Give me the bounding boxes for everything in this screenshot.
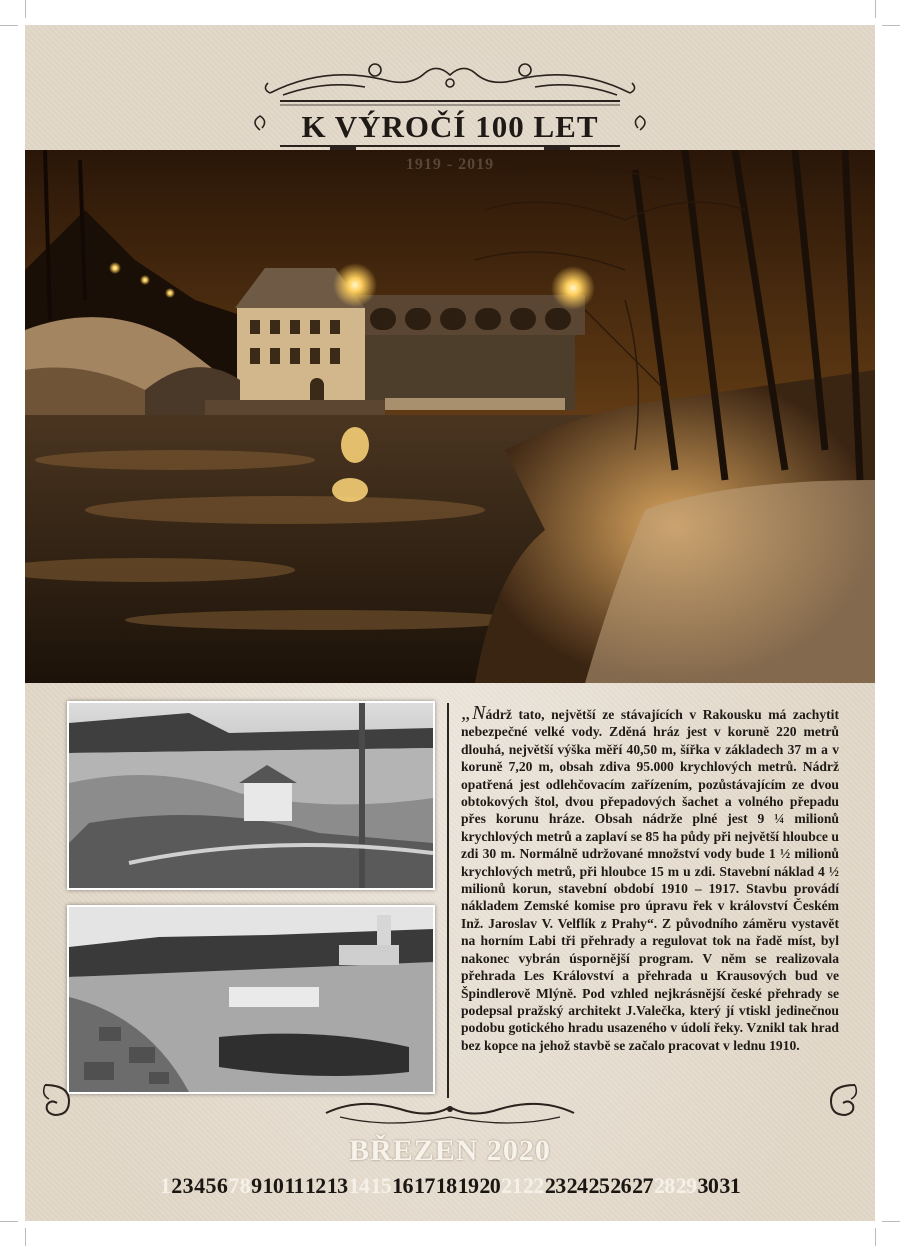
calendar-day: 23	[544, 1173, 566, 1198]
crop-mark	[875, 1228, 876, 1246]
calendar-day: 6	[216, 1173, 228, 1198]
crop-mark	[0, 25, 18, 26]
calendar-day-weekend: 29	[675, 1173, 697, 1198]
calendar-day-weekend: 15	[370, 1173, 392, 1198]
calendar-day: 5	[205, 1173, 216, 1198]
calendar-day: 27	[632, 1173, 653, 1198]
crop-mark	[0, 1221, 18, 1222]
calendar-day: 20	[479, 1173, 501, 1198]
calendar-day: 10	[262, 1173, 284, 1198]
historic-photo-construction	[67, 701, 435, 890]
calendar-day: 9	[251, 1173, 262, 1198]
calendar-day: 31	[719, 1173, 741, 1198]
text-initial: „N	[461, 702, 486, 724]
column-divider	[447, 703, 449, 1098]
crop-mark	[25, 0, 26, 18]
calendar-day: 16	[392, 1173, 413, 1198]
calendar-page	[25, 25, 875, 1221]
historic-photo-dam-site	[67, 905, 435, 1094]
history-text	[461, 702, 839, 1054]
corner-flourish-left	[39, 1079, 83, 1123]
calendar-day-weekend: 8	[239, 1173, 251, 1198]
calendar-day: 2	[171, 1173, 182, 1198]
calendar-day: 24	[566, 1173, 588, 1198]
crop-mark	[882, 1221, 900, 1222]
header	[25, 25, 875, 150]
corner-flourish-right	[817, 1079, 861, 1123]
calendar-day: 4	[194, 1173, 205, 1198]
page-title: K VÝROČÍ 100 LET	[301, 109, 599, 144]
calendar-day-weekend: 21	[501, 1173, 523, 1198]
calendar-day: 30	[697, 1173, 719, 1198]
anniversary-years: 1919 - 2019	[405, 156, 495, 173]
calendar-day: 25	[588, 1173, 610, 1198]
bottom-flourish	[320, 1095, 580, 1131]
calendar-day: 3	[182, 1173, 194, 1198]
calendar-day-weekend: 7	[228, 1173, 239, 1198]
calendar-day-weekend: 14	[348, 1173, 370, 1198]
calendar-day: 17	[413, 1173, 435, 1198]
crop-mark	[882, 25, 900, 26]
text-body: ádrž tato, největší ze stávajících v Rakousku má zachytit nebezpečné velké vody. Zděná hráz jest v koruně 220 metrů dlouhá, největší výška měří 40,50 m, šířka v základech 37 m a v koruně 7,20 m, obsah zdiva 95.000 krychlových metrů. Nádrž opatřená jest odlehčovacím zařízením, pozůstávajícím ze dvou obtokových štol, dvou přepadových šachet a volného přepadu přes korunu hráze. Obsah nádrže plné jest 9 ¼ milionů krychlových metrů a zaplaví se 85 ha půdy při největší hloubce u zdi 30 m. Normálně udržované množství vody bude 1 ½ milionů krychlových metrů, při hloubce 15 m u zdi. Stavební náklad 4 ½ milionů korun, stavební období 1910 – 1917. Stavbu provádí nákladem Zemské komise pro úpravu řek v království Českém Inž. Jaroslav V. Velflík z Prahy“. Z původního záměru vystavět na horním Labi tři přehrady a regulovat tok na řadě míst, byl nakonec vybrán úspornější program. V něm se realizovala přehrada Les Království a přehrada u Krausových bud ve Špindlerově Mlýně. Pod vzhled nejkrásnější české přehrady se podepsal pražský architekt J.Valečka, který jí vtiskl jedinečnou podobu gotického hradu usazeného v údolí řeky. Vznikl tak hrad bez kopce na jehož stavbě se začalo pracovat v lednu 1910.	[461, 707, 839, 1053]
calendar-day-weekend: 28	[653, 1173, 675, 1198]
calendar-day: 19	[457, 1173, 479, 1198]
calendar-days	[25, 1173, 875, 1199]
calendar-day: 11	[284, 1173, 304, 1198]
calendar-day: 18	[435, 1173, 457, 1198]
calendar-day: 12	[304, 1173, 326, 1198]
calendar-day: 26	[610, 1173, 632, 1198]
crop-mark	[25, 1228, 26, 1246]
month-title: BŘEZEN 2020	[349, 1134, 551, 1167]
calendar-day-weekend: 22	[523, 1173, 544, 1198]
dam-night-photo	[25, 150, 875, 683]
crop-mark	[875, 0, 876, 18]
calendar-day-weekend: 1	[159, 1173, 171, 1198]
calendar-day: 13	[326, 1173, 348, 1198]
